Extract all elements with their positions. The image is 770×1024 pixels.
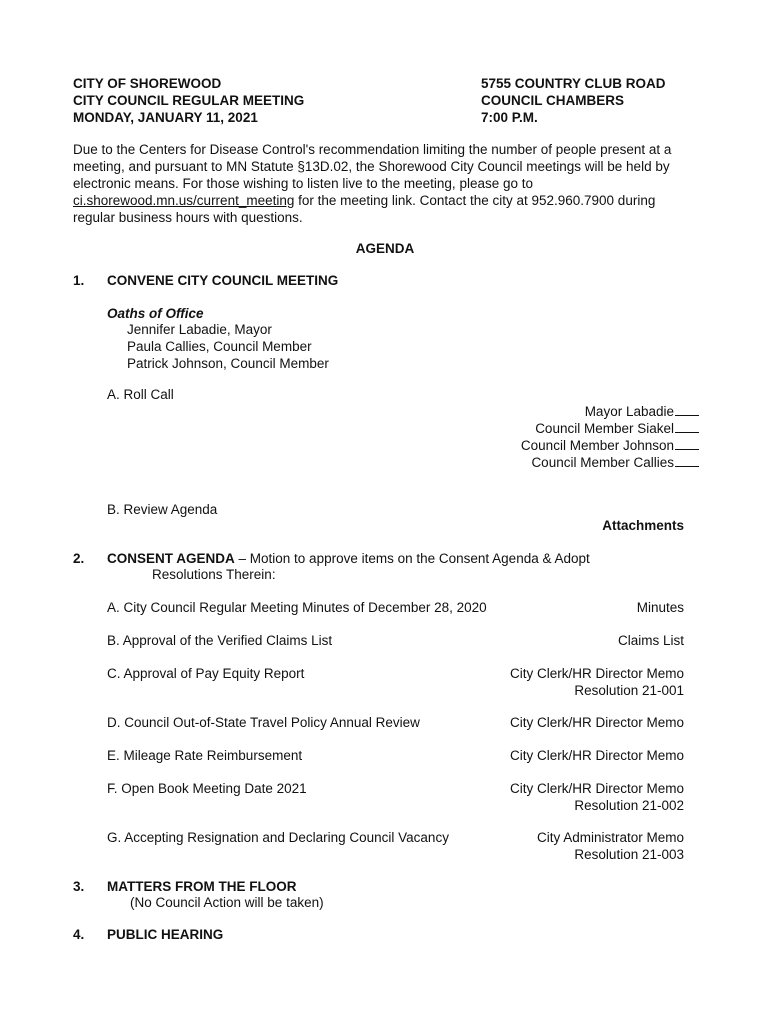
check-blank	[675, 437, 699, 450]
oaths-list	[127, 321, 329, 372]
roll-name: Council Member Siakel	[521, 420, 699, 437]
section-title: PUBLIC HEARING	[107, 927, 224, 942]
notice-line: Due to the Centers for Disease Control's recommendation limiting the number of people present at a	[73, 142, 672, 157]
city-name: CITY OF SHOREWOOD	[73, 76, 222, 91]
consent-item-b: B. Approval of the Verified Claims List	[107, 633, 333, 648]
check-blank	[675, 454, 699, 467]
section-title-line	[107, 550, 590, 567]
attachment-e: City Clerk/HR Director Memo	[509, 748, 684, 763]
roll-call-list	[521, 403, 699, 471]
section-note: (No Council Action will be taken)	[130, 895, 324, 910]
attachment-b: Claims List	[617, 633, 684, 648]
location: COUNCIL CHAMBERS	[481, 93, 625, 108]
notice-text: for the meeting link. Contact the city at 952.960.7900 during	[294, 193, 656, 208]
section-number: 2.	[73, 551, 85, 566]
address: 5755 COUNTRY CLUB ROAD	[481, 76, 666, 91]
consent-item-e: E. Mileage Rate Reimbursement	[107, 748, 303, 763]
oath-name: Jennifer Labadie, Mayor	[127, 322, 272, 337]
notice-line: regular business hours with questions.	[73, 210, 303, 225]
header-right	[481, 75, 666, 126]
check-blank	[675, 403, 699, 416]
section-title: CONVENE CITY COUNCIL MEETING	[107, 273, 339, 288]
attachment-f: City Clerk/HR Director Memo Resolution 21-002	[509, 781, 684, 813]
oath-name: Patrick Johnson, Council Member	[127, 356, 329, 371]
roll-name: Mayor Labadie	[521, 403, 699, 420]
section-number: 4.	[73, 927, 85, 942]
roll-call: A. Roll Call	[107, 387, 174, 402]
attachments-header: Attachments	[602, 518, 684, 533]
consent-item-f: F. Open Book Meeting Date 2021	[107, 781, 307, 796]
meeting-date: MONDAY, JANUARY 11, 2021	[73, 110, 258, 125]
meeting-time: 7:00 P.M.	[481, 110, 538, 125]
section-title: MATTERS FROM THE FLOOR	[107, 879, 297, 894]
consent-item-d: D. Council Out-of-State Travel Policy Annual Review	[107, 715, 420, 730]
consent-item-a: A. City Council Regular Meeting Minutes of December 28, 2020	[107, 600, 487, 615]
roll-name: Council Member Johnson	[521, 437, 699, 454]
attachment-c: City Clerk/HR Director Memo Resolution 21-001	[509, 666, 684, 698]
notice-line	[73, 192, 713, 209]
section-title-rest: – Motion to approve items on the Consent Agenda & Adopt	[234, 551, 590, 566]
notice-line: electronic means. For those wishing to listen live to the meeting, please go to	[73, 176, 533, 191]
review-agenda: B. Review Agenda	[107, 502, 218, 517]
section-number: 1.	[73, 273, 85, 288]
meeting-type: CITY COUNCIL REGULAR MEETING	[73, 93, 305, 108]
section-number: 3.	[73, 879, 85, 894]
agenda-title: AGENDA	[355, 241, 415, 256]
meeting-link[interactable]: ci.shorewood.mn.us/current_meeting	[73, 193, 295, 208]
attachment-a: Minutes	[636, 600, 684, 615]
oaths-title: Oaths of Office	[107, 306, 204, 321]
consent-item-c: C. Approval of Pay Equity Report	[107, 666, 305, 681]
attachment-d: City Clerk/HR Director Memo	[509, 715, 684, 730]
notice-line: meeting, and pursuant to MN Statute §13D.02, the Shorewood City Council meetings will be held by	[73, 159, 670, 174]
attachment-g: City Administrator Memo Resolution 21-003	[536, 830, 684, 862]
roll-name: Council Member Callies	[521, 454, 699, 471]
check-blank	[675, 420, 699, 433]
oath-name: Paula Callies, Council Member	[127, 339, 312, 354]
notice-paragraph	[73, 141, 713, 226]
consent-item-g: G. Accepting Resignation and Declaring Council Vacancy	[107, 830, 449, 845]
section-title-line2: Resolutions Therein:	[152, 567, 276, 582]
header-left	[73, 75, 304, 126]
section-title: CONSENT AGENDA	[107, 551, 235, 566]
